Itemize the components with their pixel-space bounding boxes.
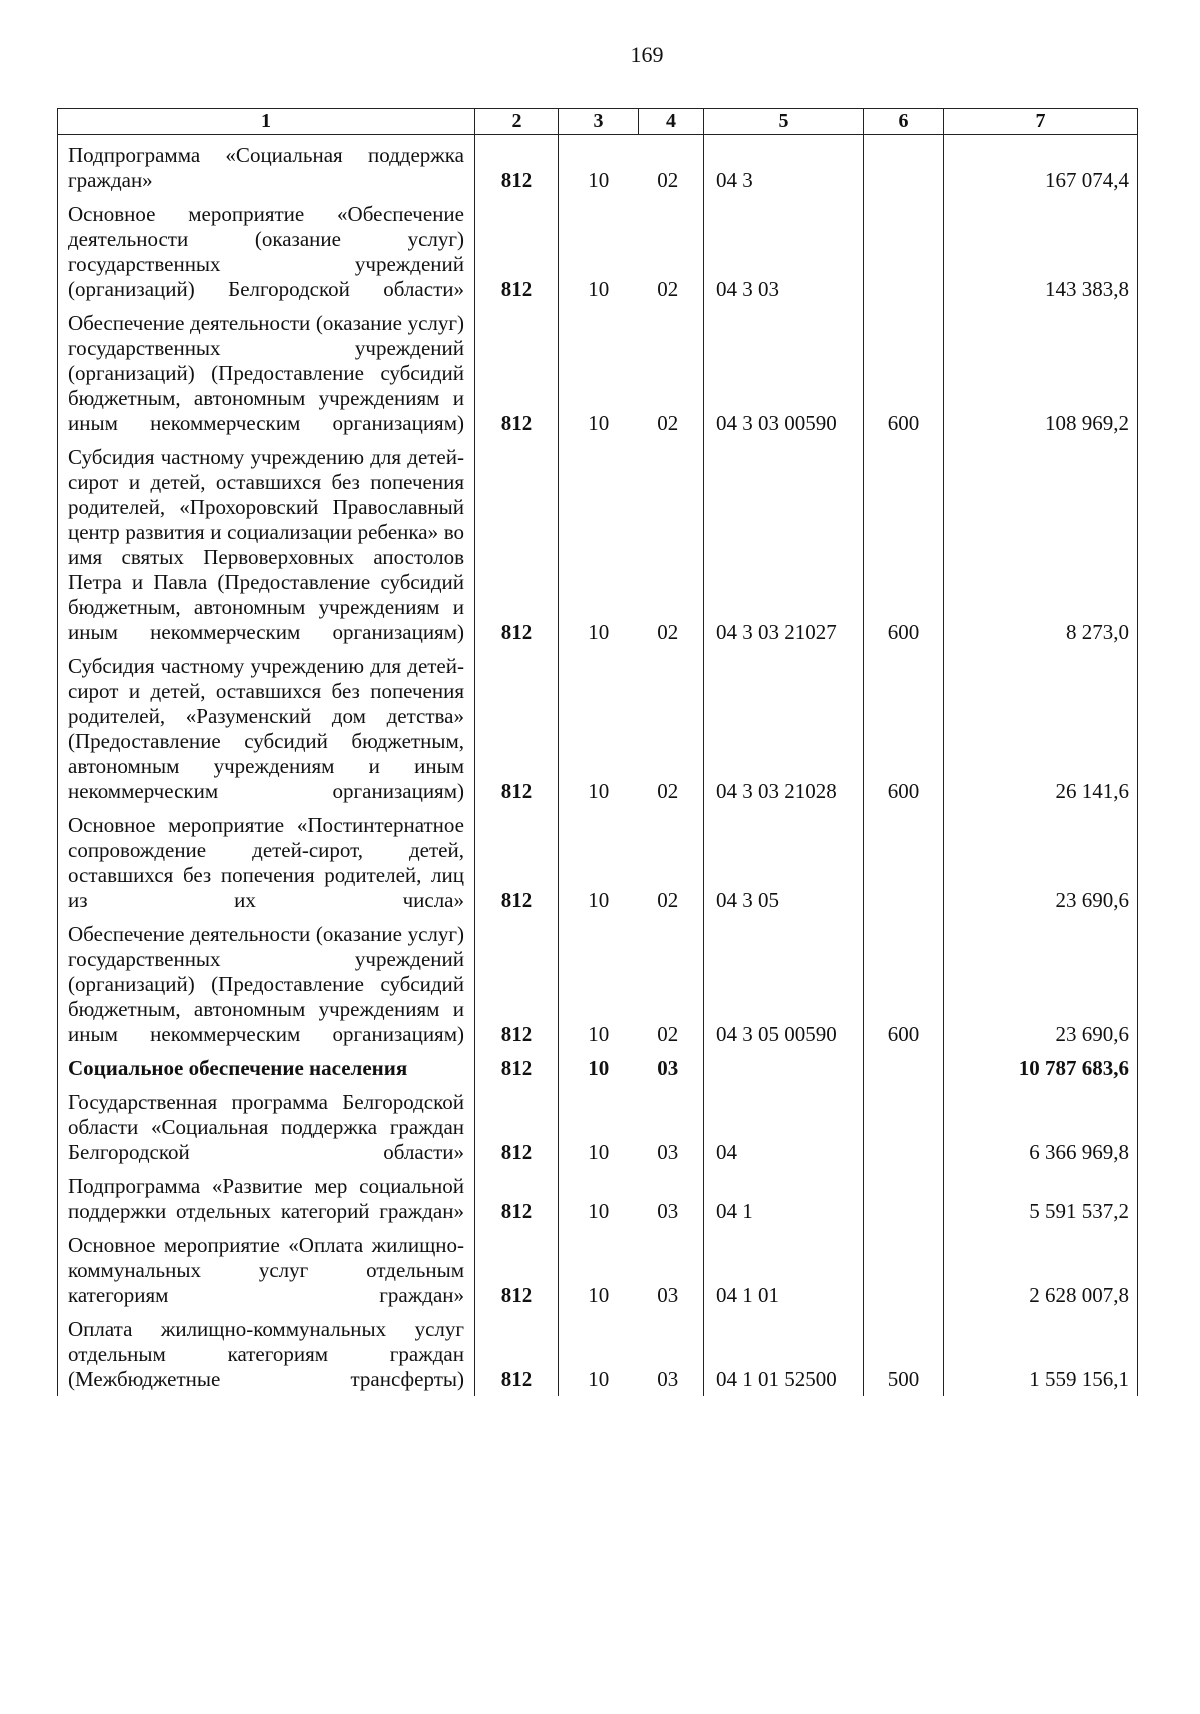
row-expense-type: 600 <box>887 1022 920 1046</box>
row-subsection: 02 <box>657 168 679 192</box>
row-expense-type <box>864 1052 944 1086</box>
row-section: 10 <box>588 411 610 435</box>
row-name: Основное мероприятие «Оплата жилищно-коммунальных услуг отдельным категориям граждан» <box>58 1229 475 1313</box>
header-col-2: 2 <box>475 109 559 135</box>
row-name: Основное мероприятие «Обеспечение деятельности (оказание услуг) государственных учреждений (организаций) Белгородской области» <box>58 198 475 307</box>
row-expense-type: 600 <box>887 411 920 435</box>
row-subsection: 02 <box>657 277 679 301</box>
row-name: Государственная программа Белгородской области «Социальная поддержка граждан Белгородской области» <box>58 1086 475 1170</box>
row-expense-type <box>864 198 944 307</box>
row-amount: 143 383,8 <box>944 198 1138 307</box>
row-article: 04 3 03 <box>704 198 864 307</box>
row-code: 812 <box>475 441 559 650</box>
row-expense-type: 600 <box>887 620 920 644</box>
row-article: 04 1 01 <box>704 1229 864 1313</box>
row-subsection: 03 <box>657 1199 679 1223</box>
row-amount: 23 690,6 <box>944 809 1138 918</box>
row-code: 812 <box>475 1170 559 1229</box>
row-amount: 8 273,0 <box>944 441 1138 650</box>
row-code: 812 <box>475 1229 559 1313</box>
table-row <box>58 1313 1138 1396</box>
row-section: 10 <box>588 620 610 644</box>
row-section: 10 <box>588 779 610 803</box>
row-article: 04 3 03 00590 <box>704 307 864 441</box>
row-name: Подпрограмма «Развитие мер социальной поддержки отдельных категорий граждан» <box>58 1170 475 1229</box>
budget-table <box>57 108 1138 1396</box>
row-name: Субсидия частному учреждению для детей-сирот и детей, оставшихся без попечения родителей, «Разуменский дом детства» (Предоставление субсидий бюджетным, автономным учреждениям и иным некоммерческим организациям) <box>58 650 475 809</box>
row-code: 812 <box>475 918 559 1052</box>
table-row <box>58 1229 1138 1313</box>
table-row <box>58 135 1138 199</box>
header-row <box>58 109 1138 135</box>
row-amount: 108 969,2 <box>944 307 1138 441</box>
row-section: 10 <box>588 1283 610 1307</box>
row-expense-type <box>864 809 944 918</box>
row-article: 04 3 03 21028 <box>704 650 864 809</box>
table-header <box>58 109 1138 135</box>
row-article: 04 1 <box>704 1170 864 1229</box>
row-amount: 23 690,6 <box>944 918 1138 1052</box>
table-row <box>58 441 1138 650</box>
row-code: 812 <box>475 135 559 199</box>
header-col-7: 7 <box>944 109 1138 135</box>
row-name: Субсидия частному учреждению для детей-сирот и детей, оставшихся без попечения родителей, «Прохоровский Православный центр развития и социализации ребенка» во имя святых Первоверховных апостолов Петра и Павла (Предоставление субсидий бюджетным, автономным учреждениям и иным некоммерческим организациям) <box>58 441 475 650</box>
table-row <box>58 650 1138 809</box>
row-subsection: 02 <box>657 620 679 644</box>
table-body <box>58 135 1138 1397</box>
row-amount: 5 591 537,2 <box>944 1170 1138 1229</box>
header-col-1: 1 <box>58 109 475 135</box>
table-row <box>58 1170 1138 1229</box>
row-article: 04 <box>704 1086 864 1170</box>
row-name: Социальное обеспечение населения <box>58 1052 475 1086</box>
row-subsection: 02 <box>657 779 679 803</box>
row-name: Оплата жилищно-коммунальных услуг отдельным категориям граждан (Межбюджетные трансферты) <box>58 1313 475 1396</box>
row-section: 10 <box>588 168 610 192</box>
row-name: Обеспечение деятельности (оказание услуг) государственных учреждений (организаций) (Предоставление субсидий бюджетным, автономным учреждениям и иным некоммерческим организациям) <box>58 307 475 441</box>
row-subsection: 02 <box>657 411 679 435</box>
row-subsection: 03 <box>657 1140 679 1164</box>
row-amount: 2 628 007,8 <box>944 1229 1138 1313</box>
row-code: 812 <box>475 809 559 918</box>
row-code: 812 <box>475 650 559 809</box>
row-expense-type <box>864 135 944 199</box>
header-col-4: 4 <box>639 109 704 135</box>
row-amount: 167 074,4 <box>944 135 1138 199</box>
row-name: Подпрограмма «Социальная поддержка граждан» <box>58 135 475 199</box>
table-row <box>58 918 1138 1052</box>
row-subsection: 02 <box>657 1022 679 1046</box>
row-section: 10 <box>588 1056 610 1080</box>
row-section: 10 <box>588 1367 610 1391</box>
row-expense-type <box>864 1170 944 1229</box>
row-code: 812 <box>475 1313 559 1396</box>
row-subsection: 02 <box>657 888 679 912</box>
row-expense-type: 500 <box>887 1367 920 1391</box>
row-article: 04 3 05 <box>704 809 864 918</box>
row-article: 04 3 03 21027 <box>704 441 864 650</box>
row-section: 10 <box>588 277 610 301</box>
row-article: 04 3 05 00590 <box>704 918 864 1052</box>
row-amount: 26 141,6 <box>944 650 1138 809</box>
table-row <box>58 307 1138 441</box>
row-article: 04 3 <box>704 135 864 199</box>
row-expense-type <box>864 1229 944 1313</box>
table-row <box>58 198 1138 307</box>
row-subsection: 03 <box>657 1056 679 1080</box>
row-section: 10 <box>588 888 610 912</box>
row-code: 812 <box>475 198 559 307</box>
page-number: 169 <box>630 42 664 67</box>
table-row <box>58 809 1138 918</box>
table-row <box>58 1086 1138 1170</box>
row-amount: 10 787 683,6 <box>944 1052 1138 1086</box>
row-amount: 6 366 969,8 <box>944 1086 1138 1170</box>
row-amount: 1 559 156,1 <box>944 1313 1138 1396</box>
row-section: 10 <box>588 1022 610 1046</box>
row-name: Основное мероприятие «Постинтернатное сопровождение детей-сирот, детей, оставшихся без попечения родителей, лиц из их числа» <box>58 809 475 918</box>
row-subsection: 03 <box>657 1367 679 1391</box>
row-subsection: 03 <box>657 1283 679 1307</box>
row-article: 04 1 01 52500 <box>704 1313 864 1396</box>
header-col-3: 3 <box>559 109 639 135</box>
header-col-5: 5 <box>704 109 864 135</box>
row-article <box>704 1052 864 1086</box>
row-code: 812 <box>475 1086 559 1170</box>
header-col-6: 6 <box>864 109 944 135</box>
row-expense-type <box>864 1086 944 1170</box>
row-expense-type: 600 <box>887 779 920 803</box>
row-section: 10 <box>588 1140 610 1164</box>
row-name: Обеспечение деятельности (оказание услуг) государственных учреждений (организаций) (Предоставление субсидий бюджетным, автономным учреждениям и иным некоммерческим организациям) <box>58 918 475 1052</box>
row-code: 812 <box>475 1052 559 1086</box>
row-section: 10 <box>588 1199 610 1223</box>
table-row <box>58 1052 1138 1086</box>
row-code: 812 <box>475 307 559 441</box>
